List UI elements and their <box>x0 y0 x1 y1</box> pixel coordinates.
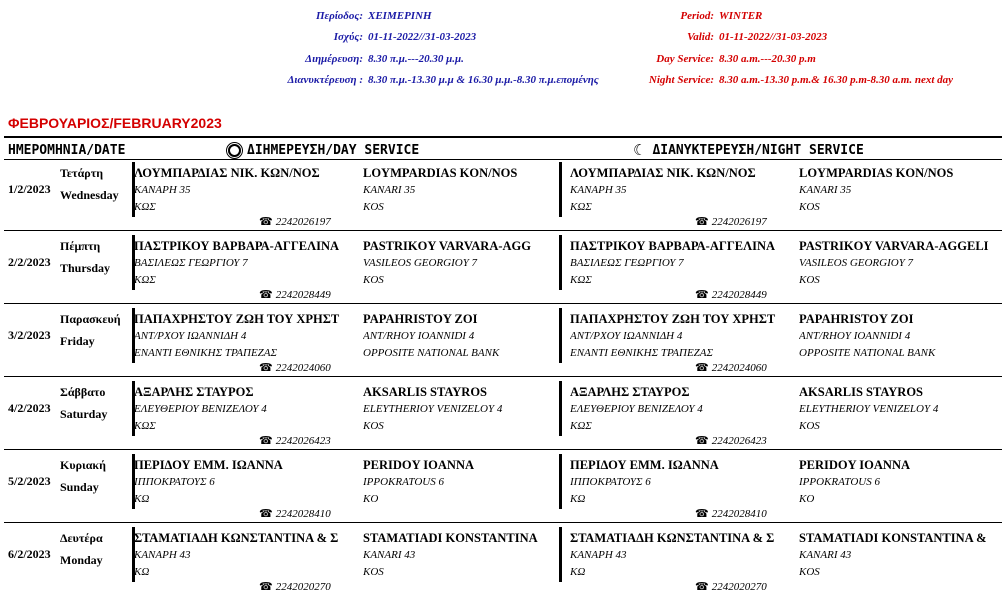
day-pharmacy-name-en: LOYMPARDIAS KON/NOS <box>363 166 518 180</box>
day-hours-value-gr: 8.30 π.μ.---20.30 μ.μ. <box>368 53 464 65</box>
day-pharmacy-address-gr: ΙΠΠΟΚΡΑΤΟΥΣ 6 <box>134 476 215 488</box>
row-divider-mid <box>559 527 562 582</box>
night-pharmacy-phone <box>695 580 767 593</box>
schedule-row <box>4 306 1002 379</box>
night-pharmacy-gr <box>570 530 796 581</box>
day-hours-label-gr: Διημέρευση: <box>305 53 363 65</box>
row-day-name-gr: Σάββατο <box>60 385 106 399</box>
day-pharmacy-address-gr: ΑΝΤ/ΡΧΟΥ ΙΩΑΝΝΙΔΗ 4 <box>134 330 247 342</box>
day-pharmacy-city-gr: ΕΝΑΝΤΙ ΕΘΝΙΚΗΣ ΤΡΑΠΕΖΑΣ <box>134 347 278 359</box>
day-phone-number: 2242024060 <box>275 361 331 374</box>
night-phone-number: 2242026197 <box>711 215 767 228</box>
night-pharmacy-phone <box>695 288 767 301</box>
row-day-name-gr: Παρασκευή <box>60 312 121 326</box>
night-service-column-header <box>633 143 864 158</box>
row-divider-mid <box>559 308 562 363</box>
night-pharmacy-name-en: AKSARLIS STAYROS <box>799 385 924 399</box>
day-pharmacy-city-en: KOS <box>363 201 384 213</box>
schedule-row <box>4 233 1002 306</box>
telephone-icon: ☎ <box>695 580 709 593</box>
row-day-name-en: Saturday <box>60 407 108 421</box>
night-pharmacy-name-en: STAMATIADI KONSTANTINA & <box>799 531 987 545</box>
night-pharmacy-gr <box>570 384 796 435</box>
day-pharmacy-name-gr: ΠΑΠΑΧΡΗΣΤΟΥ ΖΩΗ ΤΟΥ ΧΡΗΣΤ <box>134 312 340 326</box>
day-pharmacy-address-gr: ΚΑΝΑΡΗ 43 <box>134 549 191 561</box>
night-pharmacy-phone <box>695 434 767 447</box>
day-pharmacy-name-en: PASTRIKOY VARVARA-AGG <box>363 239 531 253</box>
day-pharmacy-phone <box>259 434 331 447</box>
night-pharmacy-gr <box>570 238 796 289</box>
row-separator <box>4 449 1002 450</box>
night-phone-number: 2242020270 <box>711 580 767 593</box>
night-pharmacy-gr <box>570 311 796 362</box>
night-pharmacy-en <box>799 384 1002 435</box>
night-pharmacy-address-gr: ΚΑΝΑΡΗ 43 <box>570 549 627 561</box>
telephone-icon: ☎ <box>695 215 709 228</box>
sun-icon <box>228 144 241 157</box>
night-pharmacy-address-en: KANARI 43 <box>799 549 852 561</box>
day-pharmacy-address-en: KANARI 35 <box>363 184 416 196</box>
day-pharmacy-name-en: PERIDOY IOANNA <box>363 458 474 472</box>
row-date: 5/2/2023 <box>8 474 51 488</box>
row-separator <box>4 230 1002 231</box>
row-date: 6/2/2023 <box>8 547 51 561</box>
day-pharmacy-city-en: KOS <box>363 566 384 578</box>
day-pharmacy-gr <box>134 238 360 289</box>
night-pharmacy-en <box>799 530 1002 581</box>
day-phone-number: 2242028410 <box>275 507 331 520</box>
day-pharmacy-gr <box>134 165 360 216</box>
night-pharmacy-city-gr: ΚΩ <box>570 493 586 505</box>
night-pharmacy-city-en: OPPOSITE NATIONAL BANK <box>799 347 936 359</box>
night-pharmacy-name-gr: ΠΑΠΑΧΡΗΣΤΟΥ ΖΩΗ ΤΟΥ ΧΡΗΣΤ <box>570 312 776 326</box>
day-pharmacy-city-en: KOS <box>363 274 384 286</box>
telephone-icon: ☎ <box>259 434 273 447</box>
schedule-row <box>4 379 1002 452</box>
day-pharmacy-name-gr: ΠΑΣΤΡΙΚΟΥ ΒΑΡΒΑΡΑ-ΑΓΓΕΛΙΝΑ <box>134 239 339 253</box>
schedule-row <box>4 160 1002 233</box>
night-hours-value-en: 8.30 a.m.-13.30 p.m.& 16.30 p.m-8.30 a.m. next day <box>719 74 954 86</box>
row-day-name-gr: Πέμπτη <box>60 239 101 253</box>
night-pharmacy-name-gr: ΠΕΡΙΔΟΥ ΕΜΜ. ΙΩΑΝΝΑ <box>570 458 719 472</box>
day-pharmacy-en <box>363 165 553 216</box>
night-phone-number: 2242028449 <box>711 288 767 301</box>
day-pharmacy-gr <box>134 384 360 435</box>
schedule-row <box>4 452 1002 525</box>
row-day-name-gr: Τετάρτη <box>60 166 104 180</box>
night-pharmacy-gr <box>570 165 796 216</box>
day-pharmacy-en <box>363 238 553 289</box>
day-hours-label-en: Day Service: <box>656 53 714 65</box>
telephone-icon: ☎ <box>259 507 273 520</box>
night-pharmacy-address-gr: ΙΠΠΟΚΡΑΤΟΥΣ 6 <box>570 476 651 488</box>
night-pharmacy-gr <box>570 457 796 508</box>
month-title: ΦΕΒΡΟΥΑΡΙΟΣ/FEBRUARY2023 <box>8 115 222 131</box>
telephone-icon: ☎ <box>695 288 709 301</box>
night-phone-number: 2242028410 <box>711 507 767 520</box>
night-pharmacy-name-gr: ΑΞΑΡΛΗΣ ΣΤΑΥΡΟΣ <box>570 385 690 399</box>
night-pharmacy-address-en: VASILEOS GEORGIOY 7 <box>799 257 914 269</box>
row-day-name-en: Monday <box>60 553 103 567</box>
day-pharmacy-address-en: KANARI 43 <box>363 549 416 561</box>
night-pharmacy-city-gr: ΚΩ <box>570 566 586 578</box>
valid-value-en: 01-11-2022//31-03-2023 <box>719 31 828 43</box>
row-day-name-gr: Κυριακή <box>60 458 106 472</box>
row-date: 1/2/2023 <box>8 182 51 196</box>
row-divider-mid <box>559 454 562 509</box>
day-phone-number: 2242026197 <box>275 215 331 228</box>
period-label-en: Period: <box>680 10 714 22</box>
night-pharmacy-address-gr: ΚΑΝΑΡΗ 35 <box>570 184 627 196</box>
day-pharmacy-name-gr: ΣΤΑΜΑΤΙΑΔΗ ΚΩΝΣΤΑΝΤΙΝΑ & Σ <box>134 531 339 545</box>
night-pharmacy-en <box>799 238 1002 289</box>
day-service-column-header <box>228 143 419 158</box>
valid-label-gr: Ισχύς: <box>333 31 363 43</box>
day-pharmacy-city-gr: ΚΩΣ <box>134 420 156 432</box>
night-pharmacy-city-en: KO <box>799 493 815 505</box>
row-day-name-en: Friday <box>60 334 95 348</box>
row-separator <box>4 376 1002 377</box>
day-pharmacy-en <box>363 311 553 362</box>
day-pharmacy-phone <box>259 215 331 228</box>
row-divider-mid <box>559 162 562 217</box>
day-pharmacy-city-gr: ΚΩ <box>134 566 150 578</box>
night-hours-label-gr: Διανυκτέρευση : <box>287 74 363 86</box>
night-pharmacy-address-gr: ΒΑΣΙΛΕΩΣ ΓΕΩΡΓΙΟΥ 7 <box>570 257 684 269</box>
telephone-icon: ☎ <box>695 434 709 447</box>
day-pharmacy-address-en: IPPOKRATOUS 6 <box>363 476 444 488</box>
day-pharmacy-name-gr: ΠΕΡΙΔΟΥ ΕΜΜ. ΙΩΑΝΝΑ <box>134 458 283 472</box>
night-phone-number: 2242026423 <box>711 434 767 447</box>
night-pharmacy-name-en: PERIDOY IOANNA <box>799 458 910 472</box>
night-pharmacy-name-gr: ΠΑΣΤΡΙΚΟΥ ΒΑΡΒΑΡΑ-ΑΓΓΕΛΙΝΑ <box>570 239 775 253</box>
night-pharmacy-address-en: IPPOKRATOUS 6 <box>799 476 880 488</box>
night-pharmacy-city-en: KOS <box>799 201 820 213</box>
night-pharmacy-en <box>799 457 1002 508</box>
day-phone-number: 2242028449 <box>275 288 331 301</box>
night-pharmacy-name-gr: ΛΟΥΜΠΑΡΔΙΑΣ ΝΙΚ. ΚΩΝ/ΝΟΣ <box>570 166 756 180</box>
day-pharmacy-gr <box>134 311 360 362</box>
day-pharmacy-phone <box>259 580 331 593</box>
night-pharmacy-name-en: PAPAHRISTOY ZOI <box>799 312 914 326</box>
day-pharmacy-address-gr: ΒΑΣΙΛΕΩΣ ΓΕΩΡΓΙΟΥ 7 <box>134 257 248 269</box>
row-separator <box>4 303 1002 304</box>
night-pharmacy-name-gr: ΣΤΑΜΑΤΙΑΔΗ ΚΩΝΣΤΑΝΤΙΝΑ & Σ <box>570 531 775 545</box>
night-pharmacy-address-en: KANARI 35 <box>799 184 852 196</box>
day-pharmacy-address-en: VASILEOS GEORGIOY 7 <box>363 257 478 269</box>
night-pharmacy-address-en: ANT/RHOY IOANNIDI 4 <box>799 330 911 342</box>
day-pharmacy-phone <box>259 361 331 374</box>
row-date: 2/2/2023 <box>8 255 51 269</box>
row-day-name-en: Wednesday <box>60 188 119 202</box>
day-phone-number: 2242020270 <box>275 580 331 593</box>
night-pharmacy-name-en: LOYMPARDIAS KON/NOS <box>799 166 954 180</box>
night-pharmacy-city-en: KOS <box>799 274 820 286</box>
telephone-icon: ☎ <box>259 361 273 374</box>
night-hours-label-en: Night Service: <box>648 74 714 86</box>
day-pharmacy-city-gr: ΚΩΣ <box>134 274 156 286</box>
night-pharmacy-name-en: PASTRIKOY VARVARA-AGGELI <box>799 239 989 253</box>
night-phone-number: 2242024060 <box>711 361 767 374</box>
day-pharmacy-name-en: STAMATIADI KONSTANTINA <box>363 531 538 545</box>
day-pharmacy-city-en: OPPOSITE NATIONAL BANK <box>363 347 500 359</box>
telephone-icon: ☎ <box>259 288 273 301</box>
day-pharmacy-phone <box>259 507 331 520</box>
period-label-gr: Περίοδος: <box>316 10 363 22</box>
telephone-icon: ☎ <box>259 215 273 228</box>
day-pharmacy-name-gr: ΛΟΥΜΠΑΡΔΙΑΣ ΝΙΚ. ΚΩΝ/ΝΟΣ <box>134 166 320 180</box>
day-pharmacy-name-en: PAPAHRISTOY ZOI <box>363 312 478 326</box>
day-pharmacy-phone <box>259 288 331 301</box>
day-pharmacy-city-en: KO <box>363 493 379 505</box>
row-divider-mid <box>559 235 562 290</box>
period-value-en: WINTER <box>719 10 763 22</box>
day-pharmacy-address-en: ELEYTHERIOY VENIZELOY 4 <box>363 403 503 415</box>
night-pharmacy-phone <box>695 215 767 228</box>
night-pharmacy-address-gr: ΑΝΤ/ΡΧΟΥ ΙΩΑΝΝΙΔΗ 4 <box>570 330 683 342</box>
night-pharmacy-city-en: KOS <box>799 566 820 578</box>
period-value-gr: ΧΕΙΜΕΡΙΝΗ <box>368 10 432 22</box>
day-pharmacy-address-gr: ΚΑΝΑΡΗ 35 <box>134 184 191 196</box>
date-column-label: ΗΜΕΡΟΜΗΝΙΑ/DATE <box>8 143 126 158</box>
night-pharmacy-city-gr: ΕΝΑΝΤΙ ΕΘΝΙΚΗΣ ΤΡΑΠΕΖΑΣ <box>570 347 714 359</box>
night-pharmacy-en <box>799 311 1002 362</box>
night-pharmacy-city-gr: ΚΩΣ <box>570 201 592 213</box>
row-separator <box>4 522 1002 523</box>
row-divider-mid <box>559 381 562 436</box>
day-pharmacy-gr <box>134 457 360 508</box>
valid-label-en: Valid: <box>687 31 714 43</box>
day-pharmacy-address-en: ANT/RHOY IOANNIDI 4 <box>363 330 475 342</box>
night-pharmacy-city-gr: ΚΩΣ <box>570 420 592 432</box>
date-column-header <box>8 143 125 158</box>
day-hours-value-en: 8.30 a.m.---20.30 p.m <box>719 53 816 65</box>
day-pharmacy-city-gr: ΚΩΣ <box>134 201 156 213</box>
day-phone-number: 2242026423 <box>275 434 331 447</box>
valid-value-gr: 01-11-2022//31-03-2023 <box>368 31 477 43</box>
day-pharmacy-name-gr: ΑΞΑΡΛΗΣ ΣΤΑΥΡΟΣ <box>134 385 254 399</box>
night-pharmacy-address-gr: ΕΛΕΥΘΕΡΙΟΥ ΒΕΝΙΖΕΛΟΥ 4 <box>570 403 703 415</box>
night-service-label: ΔΙΑΝΥΚΤΕΡΕΥΣΗ/NIGHT SERVICE <box>652 143 864 158</box>
row-day-name-gr: Δευτέρα <box>60 531 103 545</box>
day-pharmacy-city-en: KOS <box>363 420 384 432</box>
night-pharmacy-phone <box>695 507 767 520</box>
telephone-icon: ☎ <box>695 507 709 520</box>
night-pharmacy-city-gr: ΚΩΣ <box>570 274 592 286</box>
telephone-icon: ☎ <box>695 361 709 374</box>
night-pharmacy-city-en: KOS <box>799 420 820 432</box>
row-day-name-en: Sunday <box>60 480 99 494</box>
day-pharmacy-city-gr: ΚΩ <box>134 493 150 505</box>
schedule-row <box>4 525 1002 598</box>
night-pharmacy-address-en: ELEYTHERIOY VENIZELOY 4 <box>799 403 939 415</box>
row-date: 3/2/2023 <box>8 328 51 342</box>
night-hours-value-gr: 8.30 π.μ.-13.30 μ.μ & 16.30 μ.μ.-8.30 π.μ.επομένης <box>368 74 599 86</box>
day-pharmacy-gr <box>134 530 360 581</box>
day-pharmacy-name-en: AKSARLIS STAYROS <box>363 385 488 399</box>
day-pharmacy-en <box>363 530 553 581</box>
table-top-rule <box>4 136 1002 138</box>
night-pharmacy-phone <box>695 361 767 374</box>
night-pharmacy-en <box>799 165 1002 216</box>
row-day-name-en: Thursday <box>60 261 111 275</box>
row-date: 4/2/2023 <box>8 401 51 415</box>
day-pharmacy-address-gr: ΕΛΕΥΘΕΡΙΟΥ ΒΕΝΙΖΕΛΟΥ 4 <box>134 403 267 415</box>
telephone-icon: ☎ <box>259 580 273 593</box>
moon-icon: ☾ <box>633 141 647 159</box>
day-pharmacy-en <box>363 384 553 435</box>
day-service-label: ΔΙΗΜΕΡΕΥΣΗ/DAY SERVICE <box>247 143 420 158</box>
day-pharmacy-en <box>363 457 553 508</box>
